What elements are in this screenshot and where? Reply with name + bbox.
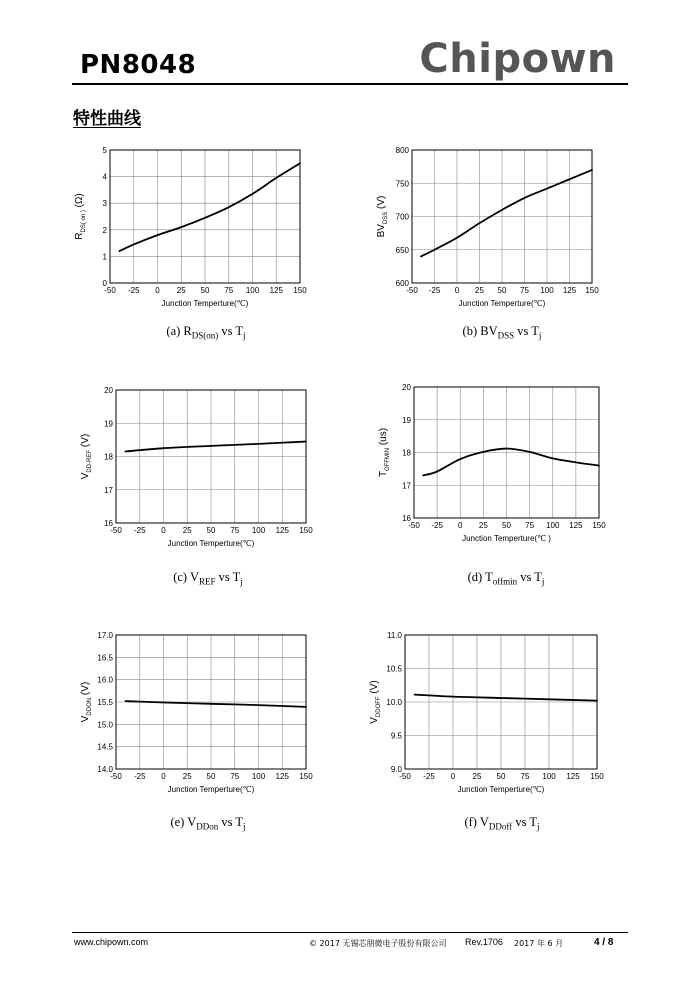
y-axis-label: $V_{DDOFF}$ (V) [369,680,382,724]
y-tick-label: 9.5 [390,731,402,741]
footer-page-number: 4 / 8 [594,937,614,948]
x-tick-label: 50 [502,521,511,530]
data-curve [126,442,307,452]
footer-divider [72,932,628,933]
x-tick-label: -25 [133,526,146,535]
x-tick-label: 150 [592,521,606,530]
brand-logo: Chipown [419,36,616,82]
x-tick-label: -25 [423,772,435,781]
y-tick-label: 11.0 [387,631,402,640]
section-title: 特性曲线 [73,109,141,129]
y-tick-label: 10.5 [386,664,402,674]
x-tick-label: -50 [110,526,122,535]
x-tick-label: 25 [475,286,484,295]
y-axis-label: $T_{OFFMIN}$ (us) [378,427,391,478]
y-axis-label: $BV_{DSS}$ (V) [376,195,389,238]
y-tick-label: 16 [402,514,411,523]
x-tick-label: 100 [546,521,560,530]
footer-revision: Rev.1706 [465,937,503,947]
y-tick-label: 18 [402,448,411,458]
x-tick-label: 50 [497,286,507,295]
x-tick-label: 150 [585,286,599,295]
data-curve [415,695,597,701]
y-tick-label: 15.5 [97,698,113,707]
part-number: PN8048 [80,50,197,80]
footer-date: 2017 年 6 月 [514,939,564,948]
x-tick-label: 50 [200,286,210,295]
y-tick-label: 14.5 [97,742,113,752]
x-tick-label: 125 [275,526,289,535]
x-tick-label: 25 [176,286,186,295]
caption-c: (c) $V_{REF}$ vs $T_j$ [173,570,243,587]
caption-d: (d) $T_{offmin}$ vs $T_j$ [467,570,545,587]
x-tick-label: 150 [590,772,604,781]
x-tick-label: 125 [562,286,577,295]
y-tick-label: 14.0 [97,765,113,774]
caption-e: (e) $V_{DDon}$ vs $T_j$ [170,815,246,832]
y-tick-label: 16.5 [97,653,113,663]
x-axis-label: Junction Temperture(℃ ) [462,534,551,543]
footer-url[interactable]: www.chipown.com [74,937,149,947]
x-tick-label: 0 [161,772,166,781]
x-tick-label: -50 [104,286,116,295]
x-tick-label: 0 [450,772,456,781]
data-curve [421,170,592,256]
x-tick-label: -50 [406,286,418,295]
x-tick-label: 75 [230,772,240,781]
x-tick-label: 100 [245,286,260,295]
x-tick-label: -25 [428,286,441,295]
x-axis-label: Junction Temperture(℃) [167,539,255,548]
x-tick-label: 100 [251,526,266,535]
caption-f: (f) $V_{DDoff}$ vs $T_j$ [464,815,540,832]
y-tick-label: 17 [402,481,411,491]
x-tick-label: -50 [110,772,122,781]
header-divider [72,83,628,85]
x-tick-label: 125 [566,772,580,781]
x-tick-label: 0 [155,286,160,295]
x-tick-label: 50 [206,772,216,781]
x-tick-label: -25 [127,286,140,295]
y-tick-label: 650 [395,245,409,255]
y-tick-label: 700 [395,212,409,222]
x-tick-label: 50 [206,526,216,535]
x-tick-label: 0 [454,286,460,295]
x-tick-label: 100 [251,772,266,781]
y-tick-label: 10.0 [386,698,402,707]
y-tick-label: 17.0 [97,631,113,640]
y-tick-label: 5 [102,146,107,155]
x-tick-label: 150 [299,772,313,781]
x-tick-label: 75 [525,521,535,530]
x-tick-label: 125 [275,772,289,781]
y-tick-label: 3 [102,199,107,209]
chart-vref [66,384,320,553]
x-tick-label: 75 [224,286,234,295]
x-tick-label: 125 [569,521,583,530]
footer-copyright: © 2017 无锡芯朋微电子股份有限公司 [309,939,447,948]
chart-vddon [66,629,320,799]
x-tick-label: 75 [520,772,530,781]
x-tick-label: -50 [408,521,420,530]
y-tick-label: 4 [102,172,107,182]
x-tick-label: 50 [496,772,506,781]
caption-b: (b) $BV_{DSS}$ vs $T_j$ [462,324,542,341]
y-tick-label: 1 [102,252,107,262]
chart-vddoff [355,629,611,799]
y-tick-label: 15.0 [97,720,113,730]
y-tick-label: 19 [402,415,411,425]
x-tick-label: 150 [293,286,307,295]
y-tick-label: 20 [402,383,411,392]
y-axis-label: $V_{DDON}$ (V) [80,681,93,723]
x-tick-label: 25 [182,526,192,535]
x-tick-label: 25 [478,521,488,530]
x-tick-label: 125 [269,286,283,295]
y-axis-label: $V_{DD-REF}$ (V) [80,433,93,480]
x-tick-label: 0 [458,521,463,530]
x-tick-label: 25 [472,772,482,781]
x-tick-label: -25 [431,521,443,530]
y-tick-label: 9.0 [390,765,402,774]
y-tick-label: 600 [395,279,409,288]
chart-toffmin [364,381,613,548]
x-tick-label: 25 [182,772,192,781]
x-tick-label: 150 [299,526,313,535]
y-tick-label: 0 [102,279,107,288]
x-axis-label: Junction Temperture(℃) [161,299,249,308]
y-tick-label: 19 [104,419,113,429]
y-tick-label: 20 [104,386,113,395]
x-tick-label: -50 [399,772,411,781]
x-axis-label: Junction Temperture(℃) [457,785,545,794]
x-axis-label: Junction Temperture(℃) [458,299,546,308]
chart-bvdss [362,144,606,313]
y-axis-label: $R_{DS( on )}$ (Ω) [74,193,87,240]
x-tick-label: 100 [542,772,556,781]
y-tick-label: 16.0 [97,675,113,685]
y-tick-label: 16 [104,519,113,528]
chart-rdson [60,144,314,313]
y-tick-label: 18 [104,452,113,462]
x-tick-label: 75 [230,526,240,535]
caption-a: (a) $R_{DS(on)}$ vs $T_j$ [166,324,246,341]
y-tick-label: 750 [395,179,409,189]
y-tick-label: 17 [104,485,113,495]
x-axis-label: Junction Temperture(℃) [167,785,255,794]
x-tick-label: 100 [540,286,554,295]
x-tick-label: 0 [161,526,166,535]
y-tick-label: 800 [395,146,409,155]
x-tick-label: 75 [520,286,529,295]
y-tick-label: 2 [102,225,107,235]
x-tick-label: -25 [133,772,146,781]
